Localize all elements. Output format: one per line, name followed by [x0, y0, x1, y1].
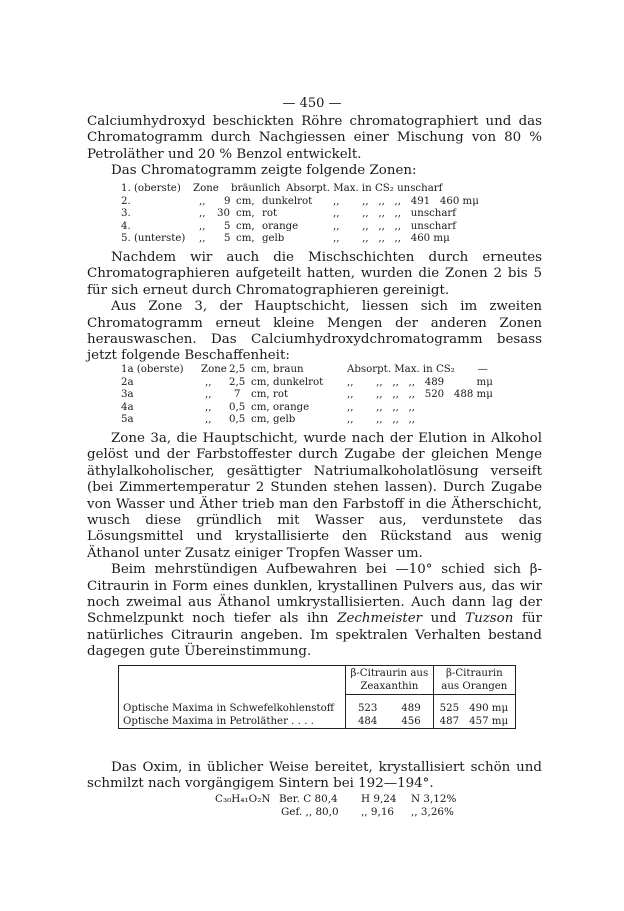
zone-word: ,, [205, 414, 212, 426]
zone-length: 7 [234, 389, 241, 401]
zone-label: 5a [121, 414, 134, 426]
cell-value: 487 [433, 715, 465, 729]
header-orangen: β-Citraurin aus Orangen [433, 666, 515, 695]
zone-label: 1. (oberste) [121, 183, 181, 194]
author-zechmeister: Zechmeister [337, 611, 423, 627]
zone-length: 2,5 [229, 364, 246, 375]
zone-word: Zone [201, 364, 227, 375]
zone-length: 9 [224, 195, 231, 207]
author-tuzson: Tuzson [465, 611, 514, 627]
paragraph-5 [87, 562, 542, 660]
molecular-formula: C₃₀H₄₁O₂N [215, 793, 271, 805]
paragraph-5-text-a: Beim mehrstündigen Aufbewahren bei —10° schied sich β-Citraurin in Form eines dunklen, krystallinen Pulvers aus, das wir noch zweimal aus Äthanol umkrystallisierten. Auch dann lag der Schmelzpunkt noch tiefer als ihn [87, 562, 542, 627]
zone-label: 2. [121, 195, 131, 207]
zone-absorption: ,, ,, ,, ,, unscharf [333, 220, 457, 232]
zone-length: 0,5 [229, 401, 246, 413]
comparison-table [118, 665, 516, 729]
table-corner [119, 666, 346, 695]
cell-value: 490 mμ [465, 695, 515, 716]
zone-word: ,, [199, 195, 206, 207]
zone-label: 3. [121, 208, 131, 220]
cell-value: 457 mμ [465, 715, 515, 729]
zone-color: braun [273, 364, 304, 375]
zone-absorption: ,, ,, ,, ,, 491 460 mμ [333, 195, 479, 207]
zone-unit: cm, [236, 220, 255, 232]
page-number: — 450 — [282, 96, 342, 111]
paragraph-4: Zone 3a, die Hauptschicht, wurde nach der Elution in Alkohol gelöst und der Farbstoffester durch Zugabe der gleichen Menge äthylalkoholischer, gesättigter Natriumalkoholatlösung verseift (bei Zimmertemperatur 2 Stunden stehen lassen). Durch Zugabe von Wasser und Äther trieb man den Farbstoff in die Ätherschicht, wusch diese gründlich mit Wasser aus, verdunstete das Lösungsmittel und krystallisierte den Rückstand aus wenig Äthanol unter Zusatz einiger Tropfen Wasser um. [87, 431, 542, 561]
zone-label: 2a [121, 376, 134, 388]
zone-absorption: Absorpt. Max. in CS₂ — [347, 364, 488, 375]
zone-unit: cm, [236, 233, 255, 245]
zone-length: 5 [224, 233, 231, 245]
zone-color: dunkelrot [262, 195, 313, 207]
zone-color: gelb [262, 233, 285, 245]
row-label: Optische Maxima in Schwefelkohlenstoff [119, 695, 346, 716]
zone-word: ,, [199, 233, 206, 245]
zone-unit: cm, [251, 414, 270, 426]
zone-unit: cm, [236, 195, 255, 207]
zone-label: 5. (unterste) [121, 233, 186, 245]
zone-label: 1a (oberste) [121, 364, 184, 375]
cell-value: 525 [433, 695, 465, 716]
zone-color: gelb [273, 414, 296, 426]
paragraph-4-5 [87, 431, 542, 661]
paragraph-2-3 [87, 250, 542, 365]
found-hydrogen: ,, 9,16 [361, 806, 395, 818]
zone-absorption: ,, ,, ,, ,, [347, 414, 416, 426]
paragraph-1 [87, 114, 542, 180]
zone-color: dunkelrot [273, 376, 324, 388]
row-label: Optische Maxima in Petroläther . . . . [119, 715, 346, 729]
zone-absorption: ,, ,, ,, ,, 520 488 mμ [347, 389, 493, 401]
zone-word: ,, [205, 376, 212, 388]
zone-word: ,, [199, 220, 206, 232]
found-carbon: Gef. ,, 80,0 [281, 806, 339, 818]
zone-unit: cm, [251, 401, 270, 413]
zone-color: rot [262, 208, 278, 220]
cell-value: 484 [346, 715, 390, 729]
zone-word: ,, [199, 208, 206, 220]
zone-color: orange [273, 401, 310, 413]
zone-absorption: ,, ,, ,, ,, unscharf [333, 208, 457, 220]
paragraph-6 [87, 760, 542, 793]
zone-unit: cm, [251, 376, 270, 388]
paragraph-1-text: Calciumhydroxyd beschickten Röhre chromatographiert und das Chromatogramm durch Nachgiessen einer Mischung von 80 % Petroläther und 20 % Benzol entwickelt. [87, 114, 542, 162]
zone-length: 0,5 [229, 414, 246, 426]
zone-word: Zone [193, 183, 219, 194]
zone-unit: cm, [251, 364, 270, 375]
header-zeaxanthin: β-Citraurin aus Zeaxanthin [346, 666, 434, 695]
zone-length: 2,5 [229, 376, 246, 388]
zone-absorption: ,, ,, ,, ,, [347, 401, 416, 413]
zone-label: 3a [121, 389, 134, 401]
paragraph-5-text-b: für natürliches Citraurin angeben. Im spektralen Verhalten bestand dagegen gute Übereinstimmung. [87, 611, 542, 660]
zone-unit: cm, [251, 389, 270, 401]
cell-value: 489 [401, 703, 421, 714]
paragraph-6-text: Das Oxim, in üblicher Weise bereitet, krystallisiert schön und schmilzt nach vorgängigem Sintern bei 192—194°. [87, 760, 542, 792]
zone-label: 4. [121, 220, 131, 232]
zone-label: 4a [121, 401, 134, 413]
cell-value: 523 [346, 695, 390, 716]
zone-length: 30 [217, 208, 230, 220]
zone-absorption: Absorpt. Max. in CS₂ unscharf [286, 183, 443, 194]
zone-length: 5 [224, 220, 231, 232]
zones-intro: Das Chromatogramm zeigte folgende Zonen: [111, 163, 417, 179]
zone-color: rot [273, 389, 289, 401]
paragraph-5-and: und [422, 611, 466, 627]
found-nitrogen: ,, 3,26% [411, 806, 454, 818]
paragraph-2: Nachdem wir auch die Mischschichten durch erneutes Chromatographieren aufgeteilt hatten, wurden die Zonen 2 bis 5 für sich erneut durch Chromatographieren gereinigt. [87, 250, 542, 298]
calc-hydrogen: H 9,24 [361, 793, 397, 805]
paragraph-3: Aus Zone 3, der Hauptschicht, liessen sich im zweiten Chromatogramm erneut kleine Mengen der anderen Zonen herauswaschen. Das Calciumhydroxydchromatogramm besass jetzt folgende Beschaffenheit: [87, 299, 542, 364]
zone-color: bräunlich [231, 183, 281, 194]
zone-word: ,, [205, 401, 212, 413]
zone-word: ,, [205, 389, 212, 401]
calc-carbon: Ber. C 80,4 [279, 793, 338, 805]
cell-value: 456 [389, 715, 433, 729]
calc-nitrogen: N 3,12% [411, 793, 457, 805]
zone-unit: cm, [236, 208, 255, 220]
zone-absorption: ,, ,, ,, ,, 489 mμ [347, 376, 493, 388]
zone-color: orange [262, 220, 299, 232]
zone-absorption: ,, ,, ,, ,, 460 mμ [333, 233, 450, 245]
